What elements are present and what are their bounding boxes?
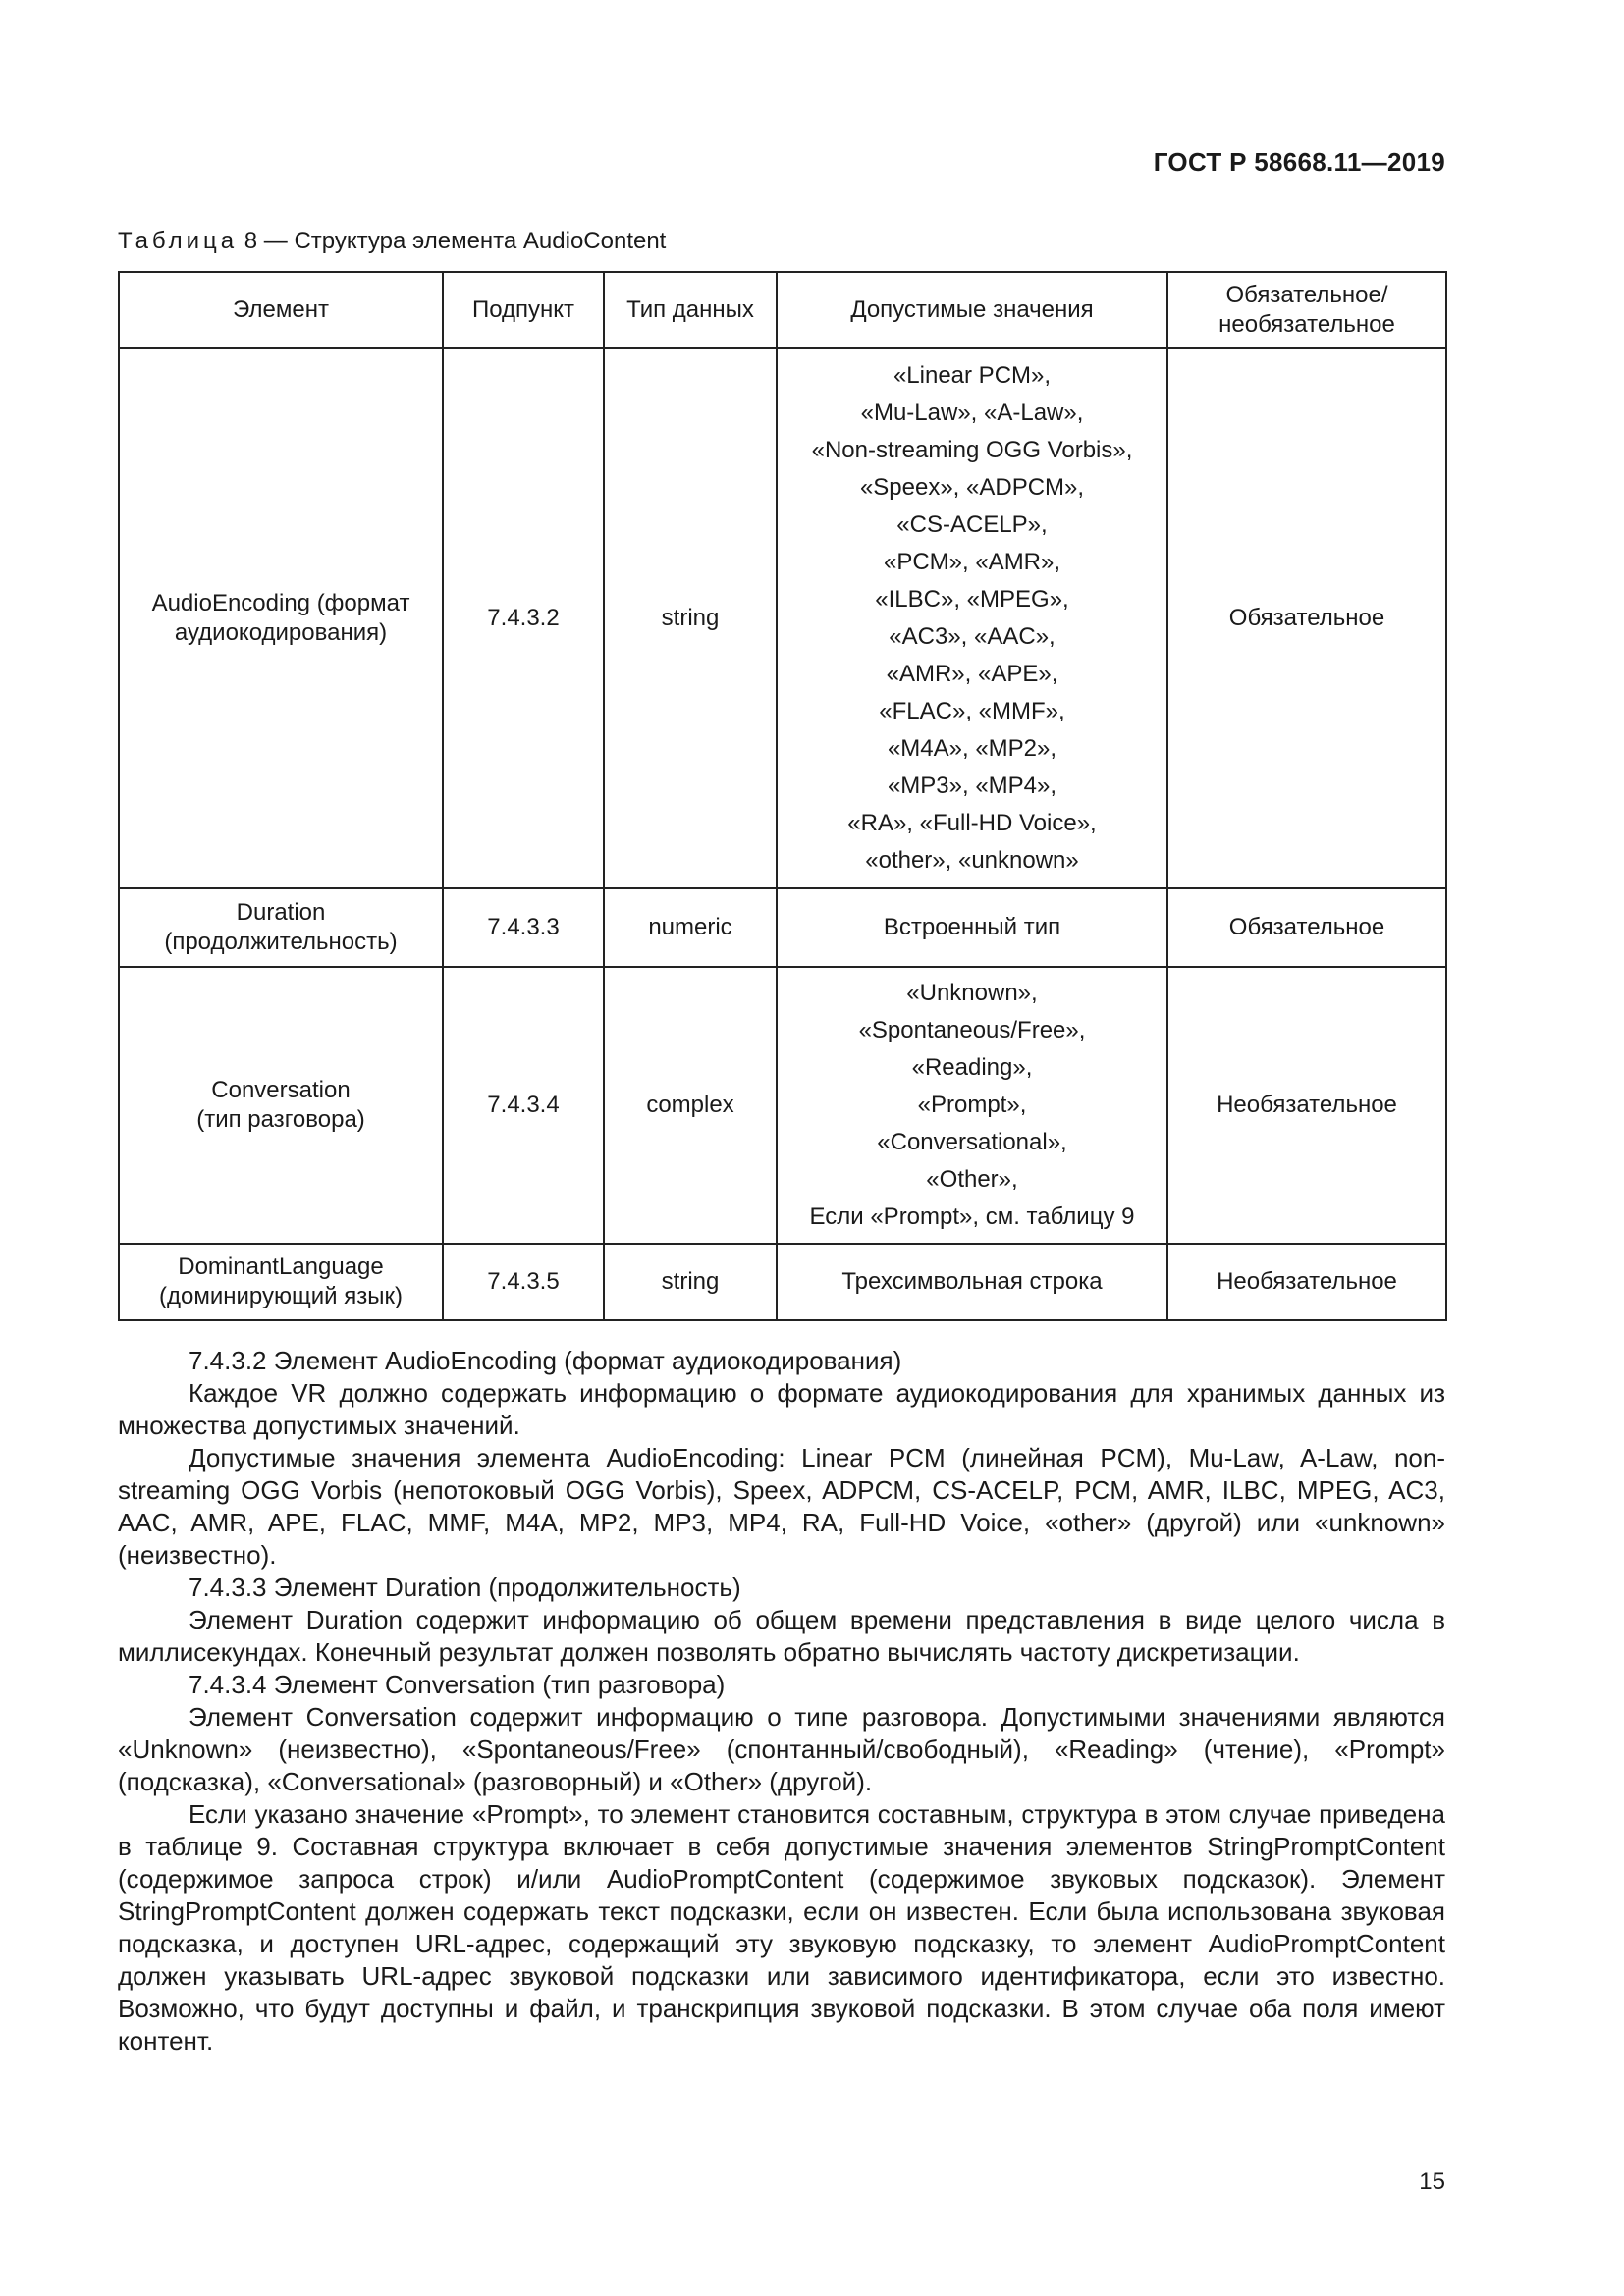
value-line: «RA», «Full-HD Voice», (847, 810, 1097, 836)
header-subclause: Подпункт (443, 272, 604, 348)
paragraph: Элемент Duration содержит информацию об общем времени представления в виде целого числа в миллисекундах. Конечный результат должен позволять обратно вычислять частоту дискретизации. (118, 1605, 1445, 1667)
cell-data-type: complex (604, 967, 777, 1244)
value-line: Трехсимвольная строка (841, 1268, 1103, 1295)
paragraph: Если указано значение «Prompt», то элемент становится составным, структура в этом случае приведена в таблице 9. Составная структура включает в себя допустимые значения элементов StringPromptContent (содержимое запроса строк) и/или AudioPromptContent (содержимое звуковых подсказок). Элемент StringPromptContent должен содержать текст подсказки, если он известен. Если была использована звуковая подсказка, и доступен URL-адрес, содержащий эту звуковую подсказку, то элемент AudioPromptContent должен указывать URL-адрес звуковой подсказки или зависимого идентификатора, если это известно. Возможно, что будут доступны и файл, и транскрипция звуковой подсказки. В этом случае оба поля имеют контент. (118, 1799, 1445, 2056)
cell-allowed-values (777, 348, 1167, 888)
cell-data-type: string (604, 1244, 777, 1320)
cell-element-line: аудиокодирования) (174, 619, 388, 646)
header-data-type: Тип данных (604, 272, 777, 348)
value-line: «MP3», «MP4», (887, 773, 1057, 799)
value-line: «FLAC», «MMF», (879, 698, 1065, 724)
cell-subclause: 7.4.3.4 (443, 967, 604, 1244)
header-required (1167, 272, 1446, 348)
table-row (119, 348, 1446, 888)
table-header-row (119, 272, 1446, 348)
value-line: «Reading», (911, 1054, 1033, 1081)
value-line: «Other», (926, 1166, 1018, 1193)
header-required-line: Обязательное/ (1225, 282, 1388, 308)
body-text (118, 1345, 1445, 2057)
audiocontent-structure-table (118, 271, 1447, 1321)
cell-subclause: 7.4.3.5 (443, 1244, 604, 1320)
cell-data-type: string (604, 348, 777, 888)
page-number: 15 (1419, 2168, 1445, 2195)
value-line: «Linear PCM», (893, 362, 1052, 389)
table-caption (118, 228, 666, 255)
cell-element-line: AudioEncoding (формат (151, 590, 410, 616)
header-element: Элемент (119, 272, 443, 348)
header-allowed-values: Допустимые значения (777, 272, 1167, 348)
cell-subclause: 7.4.3.3 (443, 888, 604, 967)
cell-allowed-values (777, 1244, 1167, 1320)
paragraph: Каждое VR должно содержать информацию о формате аудиокодирования для хранимых данных из множества допустимых значений. (118, 1378, 1445, 1440)
cell-subclause: 7.4.3.2 (443, 348, 604, 888)
value-line: Если «Prompt», см. таблицу 9 (809, 1203, 1135, 1230)
clause-heading: 7.4.3.3 Элемент Duration (продолжительность) (189, 1573, 741, 1602)
cell-element (119, 967, 443, 1244)
value-line: «AMR», «APE», (886, 661, 1058, 687)
cell-element (119, 1244, 443, 1320)
value-line: «AC3», «AAC», (889, 623, 1056, 650)
table-caption-title: 8 — Структура элемента AudioContent (244, 228, 667, 254)
cell-element-line: DominantLanguage (178, 1254, 384, 1280)
cell-allowed-values (777, 967, 1167, 1244)
cell-element-line: Conversation (211, 1077, 351, 1103)
table-row (119, 1244, 1446, 1320)
clause-heading: 7.4.3.2 Элемент AudioEncoding (формат аудиокодирования) (189, 1346, 902, 1375)
value-line: «Non-streaming OGG Vorbis», (811, 437, 1133, 463)
cell-required: Необязательное (1167, 967, 1446, 1244)
cell-element-line: (доминирующий язык) (159, 1283, 403, 1309)
value-line: «Prompt», (917, 1092, 1027, 1118)
value-line: «PCM», «AMR», (883, 549, 1061, 575)
cell-element-line: (продолжительность) (164, 929, 398, 955)
cell-element-line: Duration (236, 899, 326, 926)
paragraph: Допустимые значения элемента AudioEncoding: Linear PCM (линейная PCM), Mu-Law, A-Law, non-streaming OGG Vorbis (непотоковый OGG Vorbis), Speex, ADPCM, CS-ACELP, PCM, AMR, ILBC, MPEG, AC3, AAC, AMR, APE, FLAC, MMF, M4A, MP2, MP3, MP4, RA, Full-HD Voice, «other» (другой) или «unknown» (неизвестно). (118, 1443, 1445, 1570)
table-row (119, 888, 1446, 967)
cell-element-line: (тип разговора) (196, 1106, 365, 1133)
value-line: «CS-ACELP», (896, 511, 1048, 538)
table-row (119, 967, 1446, 1244)
value-line: Встроенный тип (883, 914, 1061, 940)
value-line: «ILBC», «MPEG», (875, 586, 1069, 613)
value-line: «Spontaneous/Free», (858, 1017, 1086, 1043)
cell-required: Обязательное (1167, 348, 1446, 888)
cell-element (119, 888, 443, 967)
table-caption-word: Таблица (118, 228, 239, 254)
value-line: «Mu-Law», «A-Law», (860, 400, 1084, 426)
document-code: ГОСТ Р 58668.11—2019 (1153, 147, 1445, 177)
cell-required: Необязательное (1167, 1244, 1446, 1320)
cell-allowed-values (777, 888, 1167, 967)
cell-required: Обязательное (1167, 888, 1446, 967)
cell-data-type: numeric (604, 888, 777, 967)
paragraph: Элемент Conversation содержит информацию о типе разговора. Допустимыми значениями являются «Unknown» (неизвестно), «Spontaneous/Free» (спонтанный/свободный), «Reading» (чтение), «Prompt» (подсказка), «Conversational» (разговорный) и «Other» (другой). (118, 1702, 1445, 1796)
clause-heading: 7.4.3.4 Элемент Conversation (тип разговора) (189, 1670, 726, 1699)
value-line: «M4A», «MP2», (887, 735, 1057, 762)
cell-element (119, 348, 443, 888)
header-required-line: необязательное (1218, 311, 1395, 338)
value-line: «Conversational», (877, 1129, 1067, 1155)
value-line: «other», «unknown» (865, 847, 1079, 874)
value-line: «Speex», «ADPCM», (859, 474, 1085, 501)
value-line: «Unknown», (906, 980, 1038, 1006)
